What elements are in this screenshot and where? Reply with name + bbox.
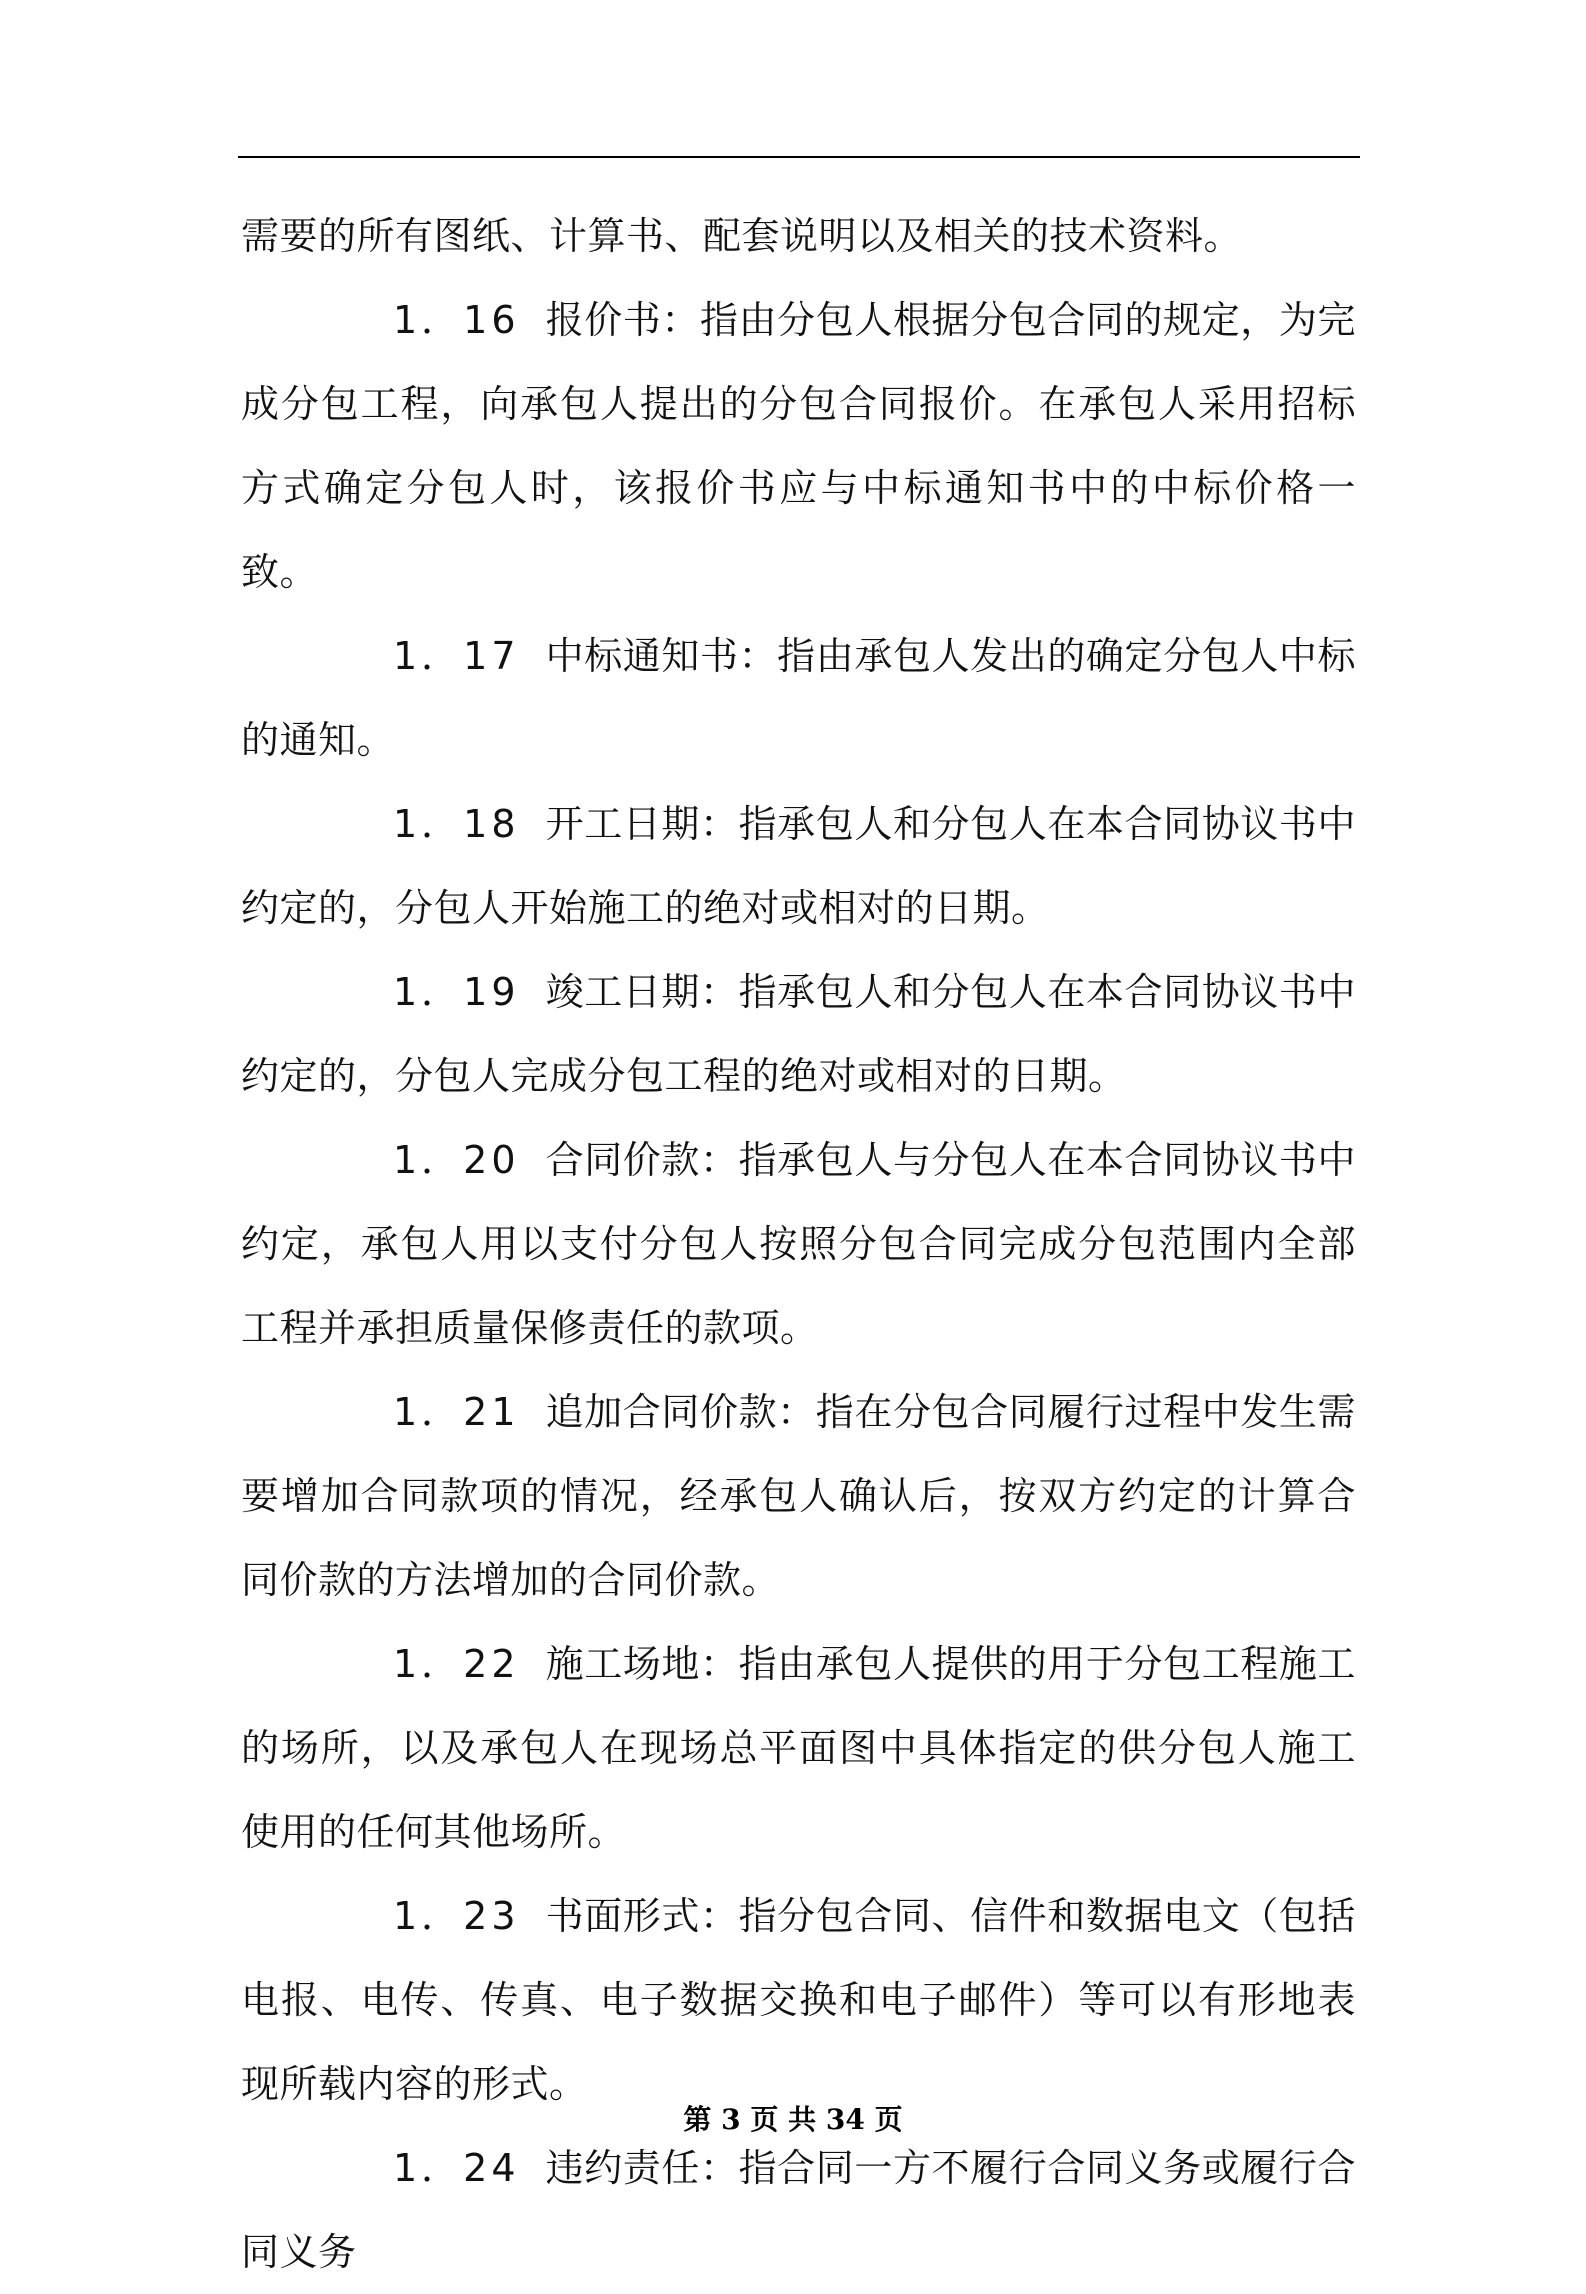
clause-1-19 <box>241 950 1356 1118</box>
clause-number: 1．24 <box>393 2146 520 2190</box>
clause-number: 1．21 <box>393 1390 520 1434</box>
clause-1-24 <box>241 2126 1356 2294</box>
header-rule <box>238 156 1360 158</box>
clause-1-22 <box>241 1622 1356 1874</box>
page-number-footer: 第 3 页 共 34 页 <box>683 2103 903 2136</box>
clause-1-20 <box>241 1118 1356 1370</box>
clause-1-18 <box>241 782 1356 950</box>
clause-text: 开工日期：指承包人和分包人在本合同协议书中约定的，分包人开始施工的绝对或相对的日期。 <box>241 802 1356 930</box>
clause-number: 1．16 <box>393 298 520 342</box>
clause-1-17 <box>241 614 1356 782</box>
clause-number: 1．19 <box>393 970 520 1014</box>
clause-text: 报价书：指由分包人根据分包合同的规定，为完成分包工程，向承包人提出的分包合同报价。在承包人采用招标方式确定分包人时，该报价书应与中标通知书中的中标价格一致。 <box>241 298 1356 594</box>
clause-number: 1．22 <box>393 1642 520 1686</box>
clause-number: 1．23 <box>393 1894 520 1938</box>
clause-1-21 <box>241 1370 1356 1622</box>
clause-number: 1．20 <box>393 1138 520 1182</box>
clause-text: 合同价款：指承包人与分包人在本合同协议书中约定，承包人用以支付分包人按照分包合同完成分包范围内全部工程并承担质量保修责任的款项。 <box>241 1138 1356 1350</box>
clause-text: 违约责任：指合同一方不履行合同义务或履行合同义务 <box>241 2146 1356 2274</box>
continuation-paragraph: 需要的所有图纸、计算书、配套说明以及相关的技术资料。 <box>241 214 1243 258</box>
clause-1-23 <box>241 1874 1356 2126</box>
document-body <box>241 194 1356 2294</box>
clause-1-16 <box>241 278 1356 614</box>
clause-text: 中标通知书：指由承包人发出的确定分包人中标的通知。 <box>241 634 1356 762</box>
clause-number: 1．18 <box>393 802 520 846</box>
clause-number: 1．17 <box>393 634 520 678</box>
clause-text: 追加合同价款：指在分包合同履行过程中发生需要增加合同款项的情况，经承包人确认后，按双方约定的计算合同价款的方法增加的合同价款。 <box>241 1390 1356 1602</box>
clause-text: 竣工日期：指承包人和分包人在本合同协议书中约定的，分包人完成分包工程的绝对或相对的日期。 <box>241 970 1356 1098</box>
clause-text: 书面形式：指分包合同、信件和数据电文（包括电报、电传、传真、电子数据交换和电子邮件）等可以有形地表现所载内容的形式。 <box>241 1894 1356 2106</box>
clause-text: 施工场地：指由承包人提供的用于分包工程施工的场所，以及承包人在现场总平面图中具体指定的供分包人施工使用的任何其他场所。 <box>241 1642 1356 1854</box>
